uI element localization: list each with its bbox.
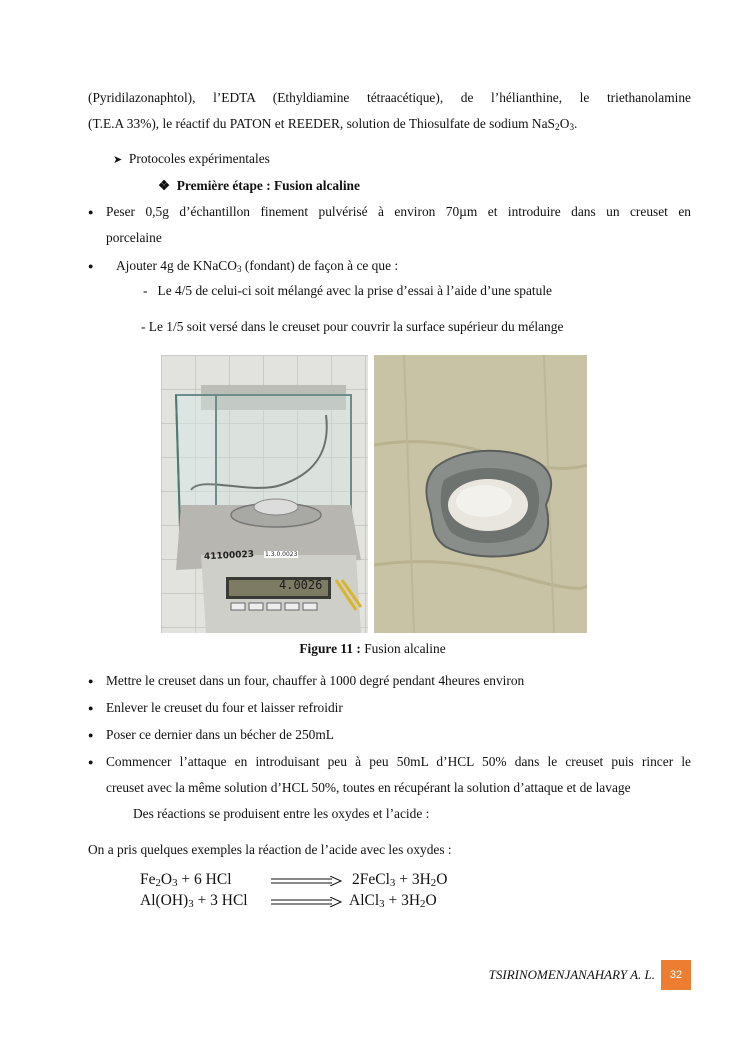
bullet-furnace: Mettre le creuset dans un four, chauffer à 1000 degré pendant 4heures environ xyxy=(106,673,525,688)
balance-display: 4.0026 xyxy=(279,578,323,592)
dash-item-1: - Le 4/5 de celui-ci soit mélangé avec la prise d’essai à l’aide d’une spatule xyxy=(143,283,553,298)
photo-crucible xyxy=(374,355,587,633)
bullet-beaker: Poser ce dernier dans un bécher de 250mL xyxy=(106,727,334,742)
balance-label-right: 1.3.0.0023 xyxy=(265,551,298,558)
bullet2: Ajouter 4g de KNaCO$_3$ (fondant) de façon à ce que : xyxy=(116,258,399,275)
dash-item-2: - Le 1/5 soit versé dans le creuset pour couvrir la surface supérieur du mélange xyxy=(141,319,564,334)
bullet-attack-line1: Commencer l’attaque en introduisant peu à peu 50mL d’HCL 50% dans le creuset puis rincer le xyxy=(106,754,691,769)
bullet-icon: ● xyxy=(88,207,94,217)
diamond-bullet-icon: ❖ xyxy=(158,178,171,193)
para1-line1: (Pyridilazonaphtol), l’EDTA (Ethyldiamine tétraacétique), de l’hélianthine, le triethanolamine xyxy=(88,90,691,105)
equation-1-right: 2FeCl$_3$ + $3H_2O$ xyxy=(352,871,448,890)
page-number-badge: 32 xyxy=(661,960,691,990)
bullet-icon: ● xyxy=(88,261,94,271)
bullet-attack-line2: creuset avec la même solution d’HCL 50%, toutes en récupérant la solution d’attaque et de lavage xyxy=(106,780,631,795)
bullet-icon: ● xyxy=(88,676,94,686)
equation-2-left: $Al(OH)_3 + 3$ HCl xyxy=(140,892,248,911)
bullet1-line2: porcelaine xyxy=(106,230,162,245)
protocols-heading: ➤ Protocoles expérimentales xyxy=(113,151,270,166)
footer-author: TSIRINOMENJANAHARY A. L. xyxy=(488,967,655,982)
arrow-bullet-icon: ➤ xyxy=(113,154,123,166)
equation-1-arrow-icon xyxy=(270,876,342,886)
balance-label-left: 41100023 xyxy=(203,549,255,563)
para1-line2: (T.E.A 33%), le réactif du PATON et REEDER, solution de Thiosulfate de sodium $NaS_2O_3$. xyxy=(88,116,578,133)
equation-2-arrow-icon xyxy=(270,897,342,907)
step-heading: ❖ Première étape : Fusion alcaline xyxy=(158,178,360,193)
bullet-cool: Enlever le creuset du four et laisser refroidir xyxy=(106,700,343,715)
figure-caption: Figure 11 : Fusion alcaline xyxy=(299,641,446,656)
photo-balance xyxy=(161,355,368,633)
bullet-icon: ● xyxy=(88,730,94,740)
equation-2-right: AlCl$_3$ + $3H_2O$ xyxy=(349,892,437,911)
equation-1-left: $Fe_2O_3 + 6$ HCl xyxy=(140,871,232,890)
bullet-icon: ● xyxy=(88,703,94,713)
bullet1-line1: Peser 0,5g d’échantillon finement pulvérisé à environ 70µm et introduire dans un creuset en xyxy=(106,204,691,219)
bullet-icon: ● xyxy=(88,757,94,767)
examples-intro: On a pris quelques exemples la réaction de l’acide avec les oxydes : xyxy=(88,842,452,857)
reactions-intro: Des réactions se produisent entre les oxydes et l’acide : xyxy=(133,806,430,821)
